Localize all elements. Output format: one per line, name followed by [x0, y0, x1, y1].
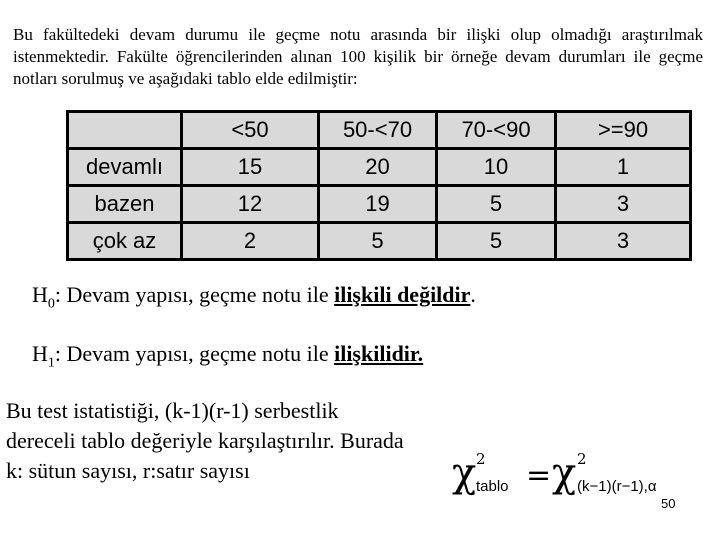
table-header-row	[68, 112, 691, 149]
hypothesis-text: : Devam yapısı, geçme notu ile	[54, 282, 335, 307]
table-cell: 10	[437, 149, 556, 186]
table-cell: 5	[437, 223, 556, 260]
table-row	[68, 149, 691, 186]
table-cell: 5	[437, 186, 556, 223]
table-header-cell: <50	[182, 112, 319, 149]
superscript: 2	[577, 450, 587, 468]
chi-symbol: χ	[452, 450, 477, 496]
table-cell: 20	[319, 149, 437, 186]
superscript: 2	[476, 450, 486, 468]
equals-sign: =	[526, 458, 552, 493]
table-header-cell: 70-<90	[437, 112, 556, 149]
hypothesis-text: : Devam yapısı, geçme notu ile	[54, 341, 335, 366]
hypothesis-subscript: 0	[47, 296, 55, 312]
table-cell: 1	[556, 149, 691, 186]
table-header-cell: >=90	[556, 112, 691, 149]
hypothesis-emphasis: ilişkilidir.	[334, 341, 424, 366]
table-cell: 2	[182, 223, 319, 260]
table-cell: 12	[182, 186, 319, 223]
degrees-subscript: (k−1)(r−1),α	[577, 478, 657, 495]
intro-paragraph: Bu fakültedeki devam durumu ile geçme notu arasında bir ilişki olup olmadığı araştırılmak istenmektedir. Fakülte öğrencilerinden alınan 100 kişilik bir örneğe devam durumları ile geçme notları sorulmuş ve aşağıdaki tablo elde edilmiştir:	[13, 25, 703, 88]
table-subscript: tablo	[476, 478, 509, 495]
hypothesis-symbol: H	[32, 341, 48, 366]
table-cell: 15	[182, 149, 319, 186]
table-cell: 5	[319, 223, 437, 260]
table-header-cell	[68, 112, 182, 149]
frequency-table	[66, 110, 692, 261]
test-description: Bu test istatistiği, (k-1)(r-1) serbestlik dereceli tablo değeriyle karşılaştırılır. Burada k: sütun sayısı, r:satır sayısı	[6, 398, 404, 483]
hypothesis-symbol: H	[32, 282, 48, 307]
table-cell: 19	[319, 186, 437, 223]
row-label: çok az	[68, 223, 182, 260]
page-number: 50	[661, 496, 676, 511]
alternative-hypothesis	[32, 341, 423, 371]
table-cell: 3	[556, 186, 691, 223]
hypothesis-subscript: 1	[47, 355, 55, 371]
table-row	[68, 223, 691, 260]
hypothesis-emphasis: ilişkili değildir	[334, 282, 471, 307]
row-label: devamlı	[68, 149, 182, 186]
table-row	[68, 186, 691, 223]
null-hypothesis	[32, 282, 476, 312]
row-label: bazen	[68, 186, 182, 223]
hypothesis-period: .	[470, 282, 476, 307]
chi-symbol: χ	[552, 450, 577, 496]
table-cell: 3	[556, 223, 691, 260]
table-header-cell: 50-<70	[319, 112, 437, 149]
